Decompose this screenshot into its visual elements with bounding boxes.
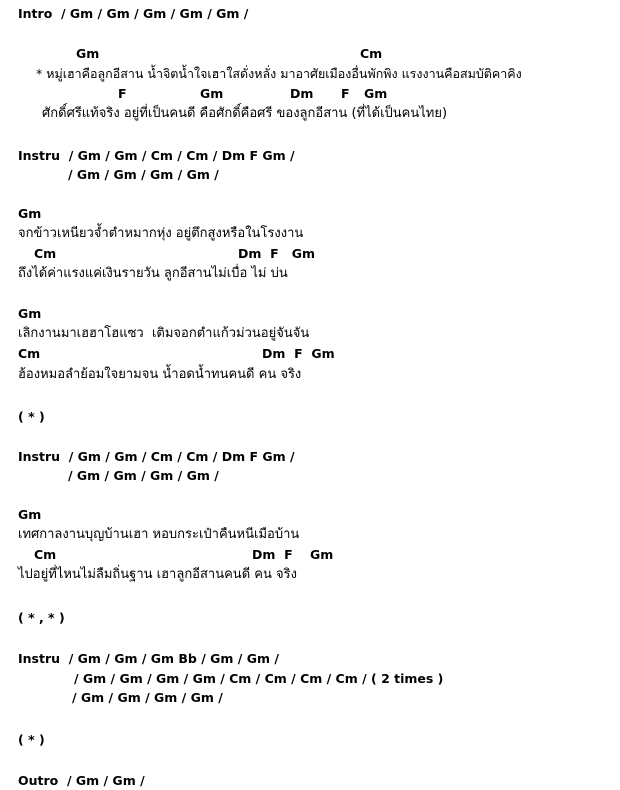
verse1-chord-f: F xyxy=(118,86,127,101)
verse2-lyric-1: จกข้าวเหนียวจ้ำตำหมากหุ่ง อยู่ตึกสูงหรือในโรงงาน xyxy=(18,226,304,241)
verse4-chord-gm: Gm xyxy=(18,507,42,522)
verse1-lyric-1: * หมู่เฮาคือลูกอีสาน น้ำจิตน้ำใจเฮาใสดั่งหลั่ง มาอาศัยเมืองอื่นพักพิง แรงงานคือสมบัติคาคิง xyxy=(36,66,522,81)
verse1-chord-gm3: Gm xyxy=(364,86,388,101)
verse1-chord-dm: Dm xyxy=(290,86,314,101)
instru1-line-2: / Gm / Gm / Gm / Gm / xyxy=(68,167,219,182)
verse3-lyric-1: เลิกงานมาเฮฮาโฮแซว เติมจอกตำแก้วม่วนอยู่จันจัน xyxy=(18,326,310,341)
verse2-chords-end: Dm F Gm xyxy=(238,246,315,261)
verse3-lyric-2: ฮ้องหมอลำย้อมใจยามจน น้ำอดน้ำทนคนดี คน จริง xyxy=(18,367,302,382)
verse2-lyric-2: ถึงได้ค่าแรงแค่เงินรายวัน ลูกอีสานไม่เบื่อ ไม่ บ่น xyxy=(18,266,288,281)
verse4-lyric-2: ไปอยู่ที่ไหนไม่ลืมถิ่นฐาน เฮาลูกอีสานคนดี คน จริง xyxy=(18,567,297,582)
verse4-chords-end: Dm F Gm xyxy=(252,547,334,562)
verse1-chord-gm2: Gm xyxy=(200,86,224,101)
verse1-chord-cm: Cm xyxy=(360,46,383,61)
verse4-chord-cm: Cm xyxy=(34,547,57,562)
verse1-chord-f2: F xyxy=(341,86,350,101)
repeat-chorus-2: ( * , * ) xyxy=(18,610,65,625)
instru2-line-2: / Gm / Gm / Gm / Gm / xyxy=(68,468,219,483)
intro-line: Intro / Gm / Gm / Gm / Gm / Gm / xyxy=(18,6,249,21)
instru1-line-1: Instru / Gm / Gm / Cm / Cm / Dm F Gm / xyxy=(18,148,295,163)
verse1-lyric-2: ศักดิ์ศรีแท้จริง อยู่ที่เป็นคนดี คือศักดิ์คือศรี ของลูกอีสาน (ที่ได้เป็นคนไทย) xyxy=(42,106,448,121)
outro-line: Outro / Gm / Gm / xyxy=(18,773,145,788)
verse3-chords-end: Dm F Gm xyxy=(262,346,335,361)
verse3-chord-gm: Gm xyxy=(18,306,42,321)
instru3-line-1: Instru / Gm / Gm / Gm Bb / Gm / Gm / xyxy=(18,651,279,666)
verse4-lyric-1: เทศกาลงานบุญบ้านเฮา หอบกระเป๋าคืนหนีเมือบ้าน xyxy=(18,527,300,542)
verse2-chord-cm: Cm xyxy=(34,246,57,261)
repeat-chorus-3: ( * ) xyxy=(18,732,45,747)
instru3-line-2: / Gm / Gm / Gm / Gm / Cm / Cm / Cm / Cm / ( 2 times ) xyxy=(74,671,444,686)
verse1-chord-gm: Gm xyxy=(76,46,100,61)
verse2-chord-gm: Gm xyxy=(18,206,42,221)
instru2-line-1: Instru / Gm / Gm / Cm / Cm / Dm F Gm / xyxy=(18,449,295,464)
instru3-line-3: / Gm / Gm / Gm / Gm / xyxy=(72,690,223,705)
verse3-chord-cm: Cm xyxy=(18,346,41,361)
repeat-chorus-1: ( * ) xyxy=(18,409,45,424)
